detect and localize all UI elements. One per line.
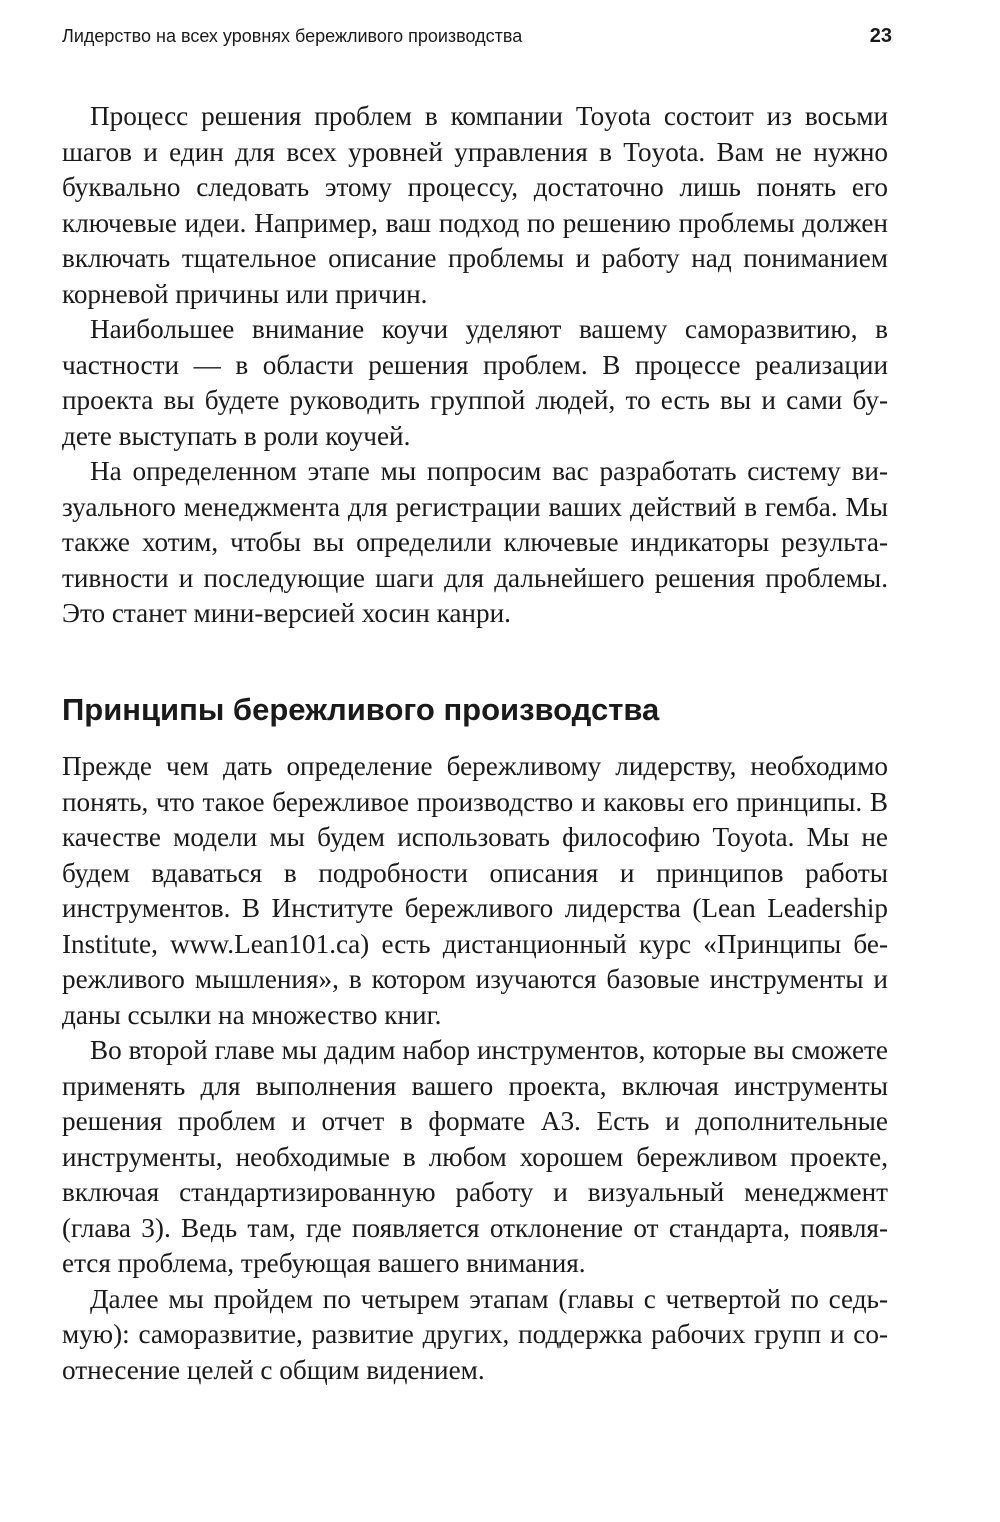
paragraph: На определенном этапе мы попросим вас разработать систему визуального менеджмента для регистрации ваших действий в гемба. Мы также хотим, чтобы вы определили ключевые индикаторы результативности и последующие шаги для дальнейшего решения проблемы. Это станет мини-версией хосин канри. bbox=[62, 456, 888, 628]
paragraph: Во второй главе мы дадим набор инструментов, которые вы сможете применять для выполнения вашего проекта, включая инструменты решения проблем и отчет в формате А3. Есть и дополнительные инструменты, необходимые в любом хорошем бережливом проекте, включая стандартизированную работу и визуальный менеджмент (глава 3). Ведь там, где появляется отклонение от стандарта, появляется проблема, требующая вашего внимания. bbox=[62, 1035, 888, 1278]
paragraph: Процесс решения проблем в компании Toyota состоит из восьми шагов и един для всех уровней управления в Toyota. Вам не нужно буквально следовать этому процессу, достаточно лишь понять его ключевые идеи. Например, ваш подход по решению проблемы должен включать тщательное описание проблемы и работу над пониманием корневой причины или причин. bbox=[62, 101, 888, 309]
intro-text-block bbox=[62, 99, 888, 632]
paragraph: Далее мы пройдем по четырем этапам (главы с четвертой по седьмую): саморазвитие, развитие других, поддержка рабочих групп и соотнесение целей с общим видением. bbox=[62, 1283, 888, 1385]
section-heading: Принципы бережливого производства bbox=[62, 692, 660, 727]
paragraph: Прежде чем дать определение бережливому лидерству, необходимо понять, что такое бережливое производство и каковы его принципы. В качестве модели мы будем использовать философию Toyota. Мы не будем вдаваться в подробности описания и принципов работы инструментов. В Институте бережливого лидерства (Lean Leadership Institute, www.Lean101.ca) есть дистанционный курс «Принципы бережливого мышления», в котором изучаются базовые инструменты и даны ссылки на множество книг. bbox=[62, 751, 888, 1030]
running-header bbox=[62, 24, 892, 48]
section-text-block bbox=[62, 749, 888, 1388]
paragraph: Наибольшее внимание коучи уделяют вашему саморазвитию, в частности — в области решения проблем. В процессе реализации проекта вы будете руководить группой людей, то есть вы и сами будете выступать в роли коучей. bbox=[62, 314, 888, 451]
running-title: Лидерство на всех уровнях бережливого производства bbox=[62, 26, 523, 46]
page-number: 23 bbox=[869, 25, 892, 47]
